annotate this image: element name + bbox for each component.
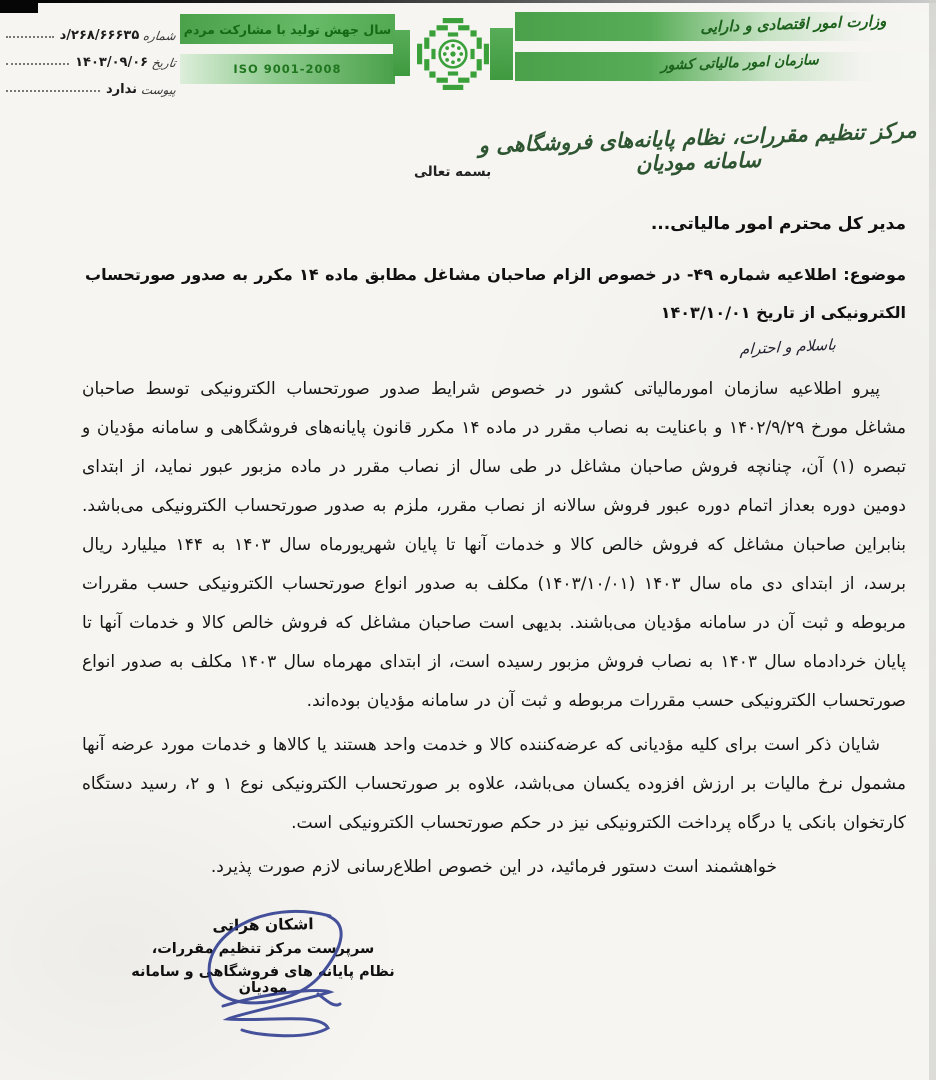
signature-block (112, 916, 414, 996)
dotted-line (6, 90, 100, 92)
scan-edge-artifact (929, 0, 936, 1080)
logo-side-bar (490, 28, 513, 80)
signer-title-line2: نظام پایانه های فروشگاهی و سامانه مودیان (131, 964, 395, 996)
iso-banner (180, 54, 395, 84)
bismillah: بسمه تعالی (414, 164, 492, 180)
issuing-unit-calligraphy: مرکز تنظیم مقررات، نظام پایانه‌های فروشگاهی و سامانه مودیان (478, 118, 917, 177)
signer-name: اشکان هراتی (212, 915, 314, 935)
date-label: تاریخ (151, 56, 177, 70)
signer-title-line1: سرپرست مرکز تنظیم مقررات، (151, 941, 375, 957)
number-label: شماره (142, 29, 177, 43)
year-slogan-text: سال جهش تولید با مشارکت مردم (183, 21, 392, 37)
paragraph-1: پیرو اطلاعیه سازمان امورمالیاتی کشور در خصوص شرایط صدور صورتحساب الکترونیکی توسط صاحبان مشاغل مورخ ۱۴۰۲/۹/۲۹ و باعنایت به نصاب مقرر در ماده ۱۴ مکرر قانون پایانه‌های فروشگاهی و سامانه مؤدیان و تبصره (۱) آن، چنانچه فروش صاحبان مشاغل در طی سال از نصاب مقرر در ماده مزبور عبور نماید، از ابتدای دومین دوره بعداز اتمام دوره عبور فروش سالانه از نصاب مقرر، ملزم به صدور صورتحساب الکترونیکی می‌باشد. بنابراین صاحبان مشاغل که فروش خالص کالا و خدمات آنها تا پایان شهریورماه سال ۱۴۰۳ به ۱۴۴ میلیارد ریال برسد، از ابتدای دی ماه سال ۱۴۰۳ (۱۴۰۳/۱۰/۰۱) مکلف به صدور انواع صورتحساب الکترونیکی حسب مقررات مربوطه و ثبت آن در سامانه مؤدیان می‌باشند. بدیهی است صاحبان مشاغل که فروش خالص کالا و خدمات آنها تا پایان خردادماه سال ۱۴۰۳ به نصاب فروش مزبور رسیده است، از ابتدای مهرماه سال ۱۴۰۳ مکلف به صدور انواع صورتحساب الکترونیکی حسب مقررات مربوطه و ثبت آن در سامانه مؤدیان بوده‌اند. (82, 379, 907, 711)
tax-administration-logo-icon (416, 12, 490, 96)
number-value: ۲۶۸/۶۶۶۳۵/د (59, 28, 140, 43)
year-slogan-banner (180, 14, 395, 44)
letter-attachment-row (6, 70, 176, 97)
recipient-line: مدیر کل محترم امور مالیاتی... (650, 214, 906, 234)
slogan-banners (180, 14, 395, 84)
greeting-handwritten: باسلام و احترام (739, 335, 837, 359)
letter-date-row (6, 43, 176, 70)
scan-edge-artifact (0, 0, 936, 3)
iso-text: ISO 9001-2008 (233, 62, 342, 76)
logo-block (393, 8, 513, 104)
ministry-banner (515, 12, 936, 41)
tax-organization-banner (515, 52, 936, 81)
ministry-name: وزارت امور اقتصادی و دارایی (699, 11, 887, 37)
attachment-value: ندارد (105, 82, 137, 97)
date-value: ۱۴۰۳/۰۹/۰۶ (75, 55, 149, 70)
closing-line: خواهشمند است دستور فرمائید، در این خصوص اطلاع‌رسانی لازم صورت پذیرد. (210, 857, 778, 877)
scan-corner-artifact (0, 0, 38, 13)
dotted-line (6, 63, 69, 65)
logo-side-bar (393, 30, 410, 76)
attachment-label: پیوست (140, 83, 177, 97)
paragraph-2: شایان ذکر است برای کلیه مؤدیانی که عرضه‌کننده کالا و خدمت واحد هستند یا کالاها و خدمات مورد عرضه آنها مشمول نرخ مالیات بر ارزش افزوده یکسان می‌باشد، علاوه بر صورتحساب الکترونیکی نوع ۱ و ۲، رسید دستگاه کارتخوان بانکی یا درگاه پرداخت الکترونیکی نیز در حکم صورتحساب الکترونیکی است. (82, 735, 906, 833)
organization-banners (515, 12, 936, 81)
tax-organization-name: سازمان امور مالیاتی کشور (660, 52, 820, 74)
dotted-line (6, 36, 54, 38)
letter-meta-block (6, 16, 176, 97)
letter-number-row (6, 16, 176, 43)
letter-body (82, 370, 906, 892)
subject-line: موضوع: اطلاعیه شماره ۴۹- در خصوص الزام صاحبان مشاغل مطابق ماده ۱۴ مکرر به صدور صورتحساب الکترونیکی از تاریخ ۱۴۰۳/۱۰/۰۱ (85, 265, 906, 322)
